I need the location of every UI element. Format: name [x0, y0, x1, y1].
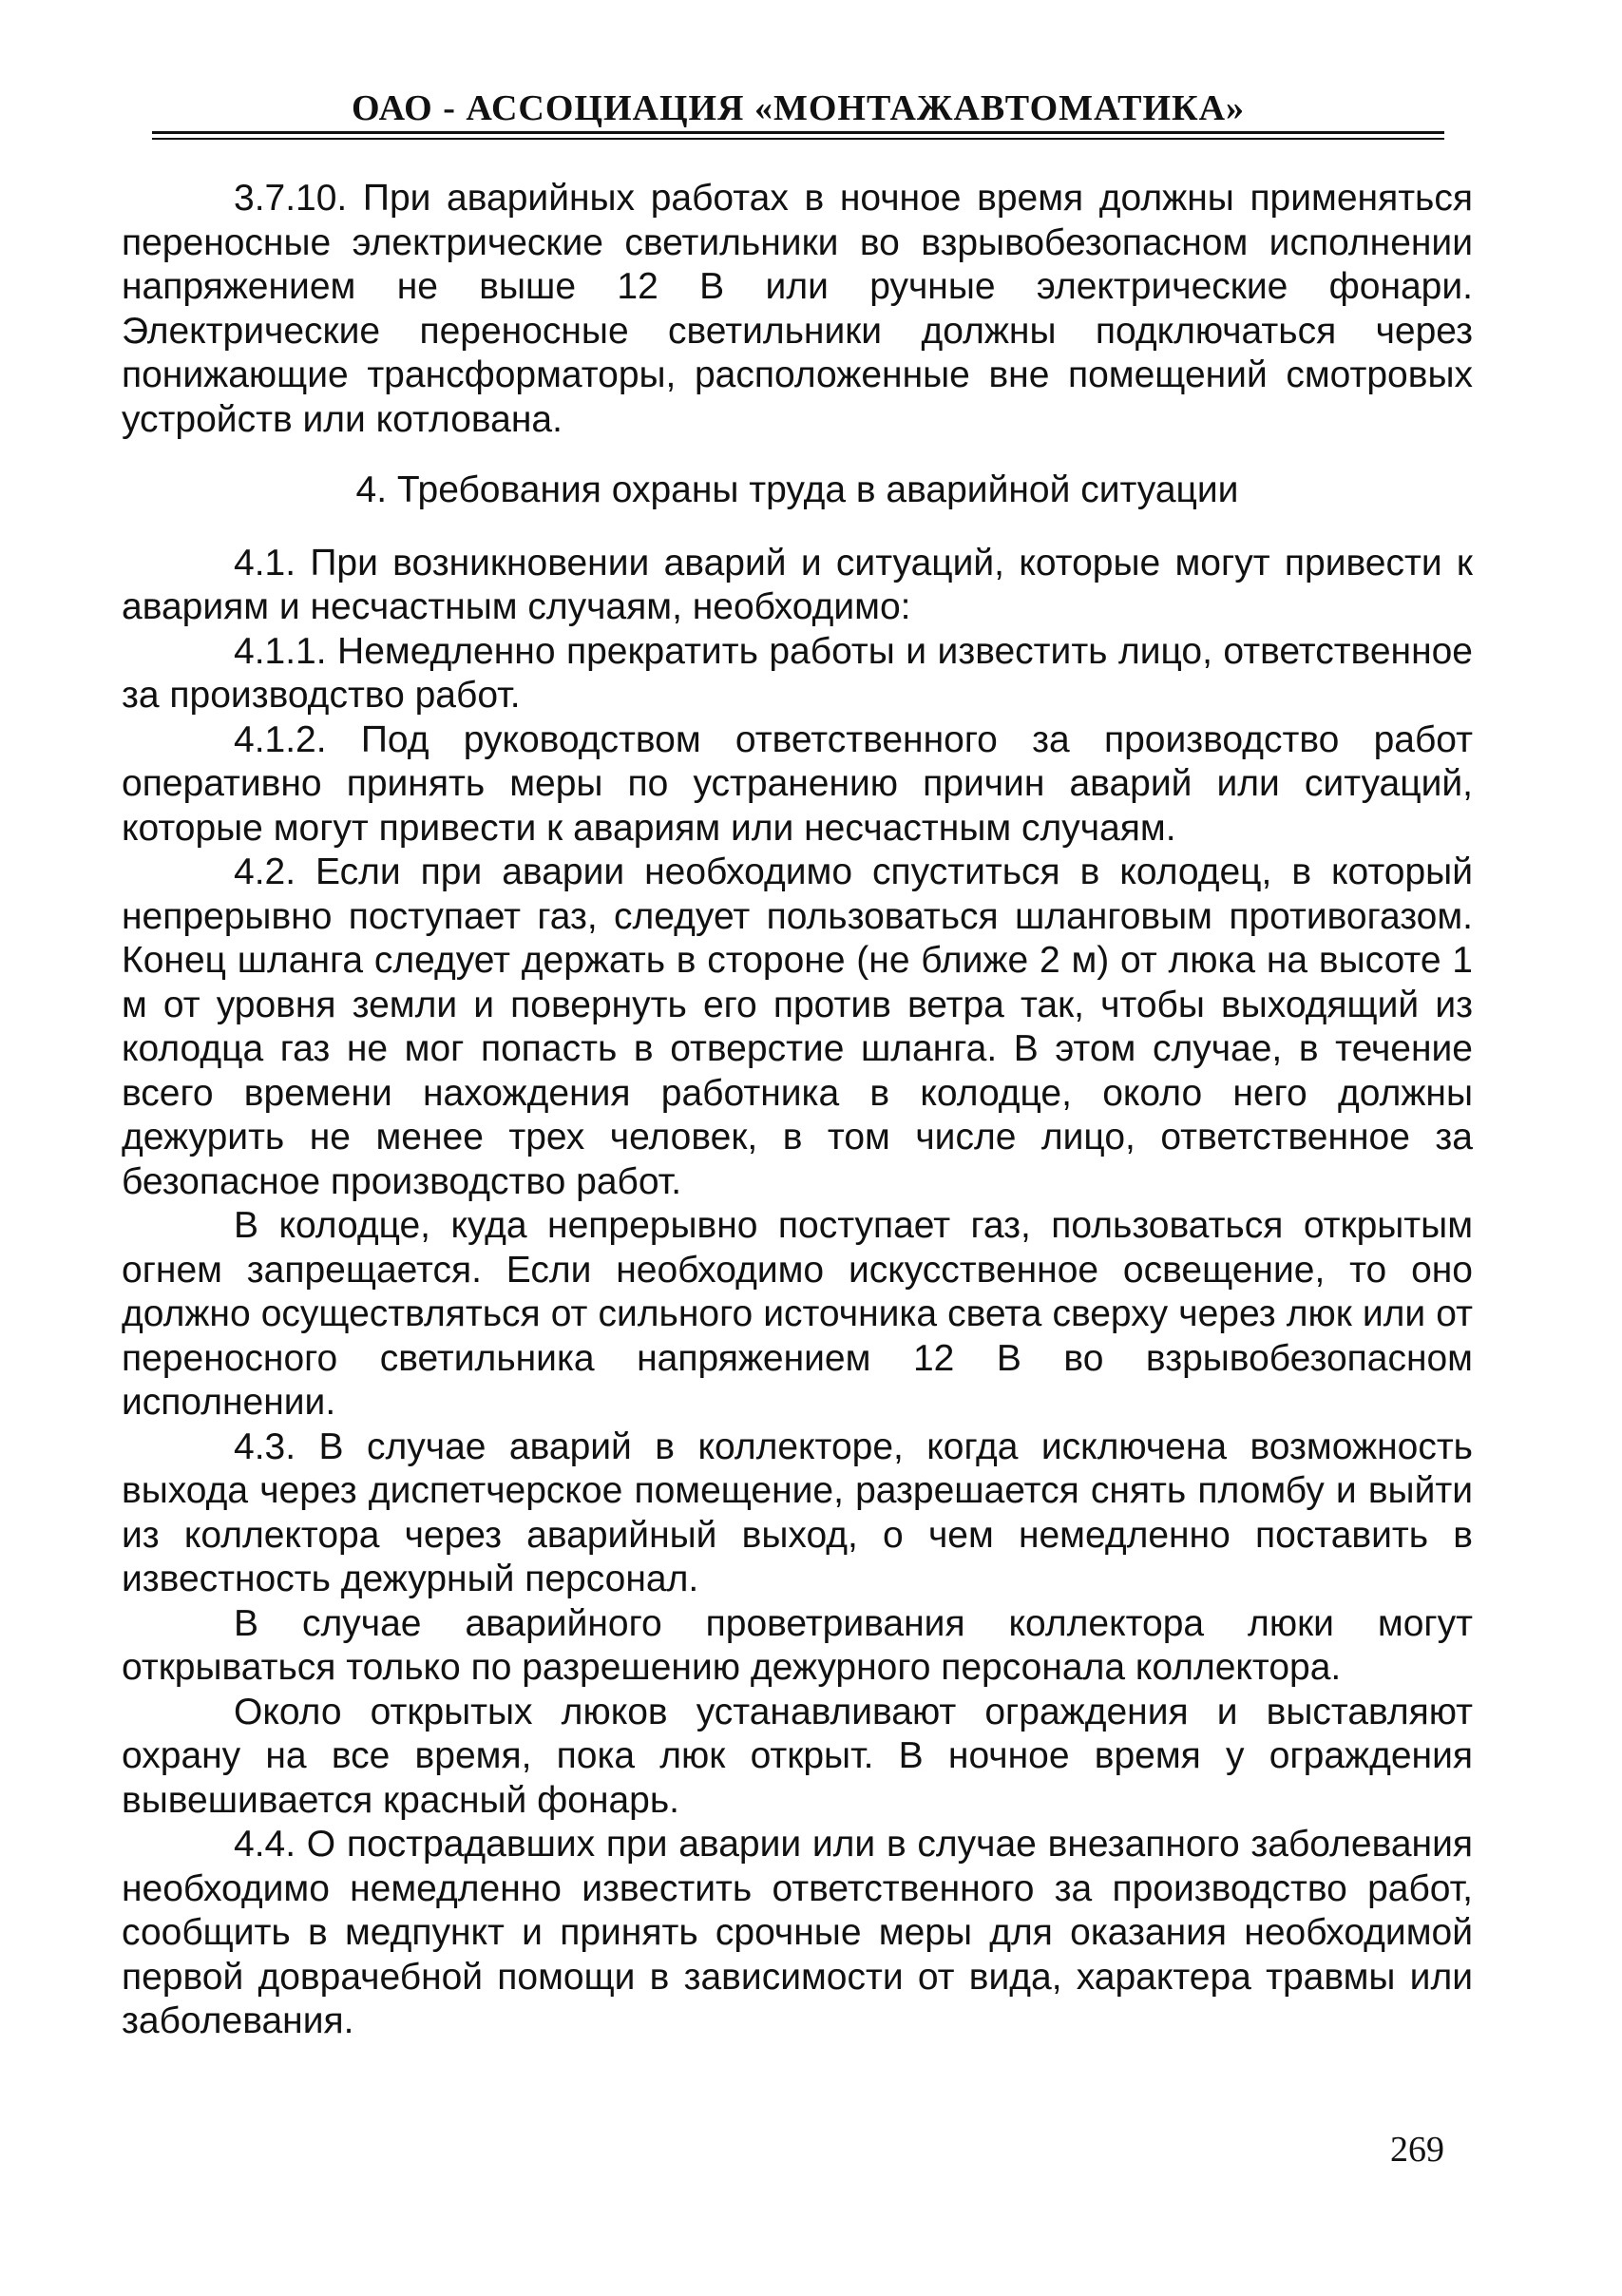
paragraph-4-2: 4.2. Если при аварии необходимо спуститься в колодец, в который непрерывно поступает газ, следует пользоваться шланговым противогазом. Конец шланга следует держать в стороне (не ближе 2 м) от люка на высоте 1 м от уровня земли и повернуть его против ветра так, чтобы выходящий из колодца газ не мог попасть в отверстие шланга. В этом случае, в течение всего времени нахождения работника в колодце, около него должны дежурить не менее трех человек, в том числе лицо, ответственное за безопасное производство работ. [122, 851, 1473, 1202]
paragraph-4-3-continued: В случае аварийного проветривания коллектора люки могут открываться только по разрешению дежурного персонала коллектора. [122, 1602, 1473, 1688]
paragraph-4-3: 4.3. В случае аварий в коллекторе, когда исключена возможность выхода через диспетчерское помещение, разрешается снять пломбу и выйти из коллектора через аварийный выход, о чем немедленно поставить в известность дежурный персонал. [122, 1425, 1473, 1599]
section-4-heading: 4. Требования охраны труда в аварийной ситуации [355, 469, 1239, 510]
paragraph-4-3-fence: Около открытых люков устанавливают ограждения и выставляют охрану на все время, пока люк открыт. В ночное время у ограждения вывешивается красный фонарь. [122, 1691, 1473, 1821]
paragraph-4-2-continued: В колодце, куда непрерывно поступает газ, пользоваться открытым огнем запрещается. Если необходимо искусственное освещение, то оно должно осуществляться от сильного источника света сверху через люк или от переносного светильника напряжением 12 В во взрывобезопасном исполнении. [122, 1205, 1473, 1423]
page-header-title: ОАО - АССОЦИАЦИЯ «МОНТАЖАВТОМАТИКА» [351, 88, 1246, 128]
header-rule-top [152, 131, 1444, 134]
paragraph-4-4: 4.4. О пострадавших при аварии или в случае внезапного заболевания необходимо немедленно известить ответственного за производство работ, сообщить в медпункт и принять срочные меры для оказания необходимой первой доврачебной помощи в зависимости от вида, характера травмы или заболевания. [122, 1824, 1473, 2041]
document-body [122, 177, 1473, 2044]
paragraph-3-7-10: 3.7.10. При аварийных работах в ночное время должны применяться переносные электрические светильники во взрывобезопасном исполнении напряжением не выше 12 В или ручные электрические фонари. Электрические переносные светильники должны подключаться через понижающие трансформаторы, расположенные вне помещений смотровых устройств или котлована. [122, 178, 1473, 440]
paragraph-4-1-1: 4.1.1. Немедленно прекратить работы и известить лицо, ответственное за производство работ. [122, 630, 1473, 716]
paragraph-4-1-2: 4.1.2. Под руководством ответственного за производство работ оперативно принять меры по устранению причин аварий или ситуаций, которые могут привести к авариям или несчастным случаям. [122, 718, 1473, 849]
paragraph-4-1: 4.1. При возникновении аварий и ситуаций, которые могут привести к авариям и несчастным случаям, необходимо: [122, 542, 1473, 627]
page-number: 269 [1390, 2130, 1444, 2170]
header-rule-bottom [152, 138, 1444, 140]
